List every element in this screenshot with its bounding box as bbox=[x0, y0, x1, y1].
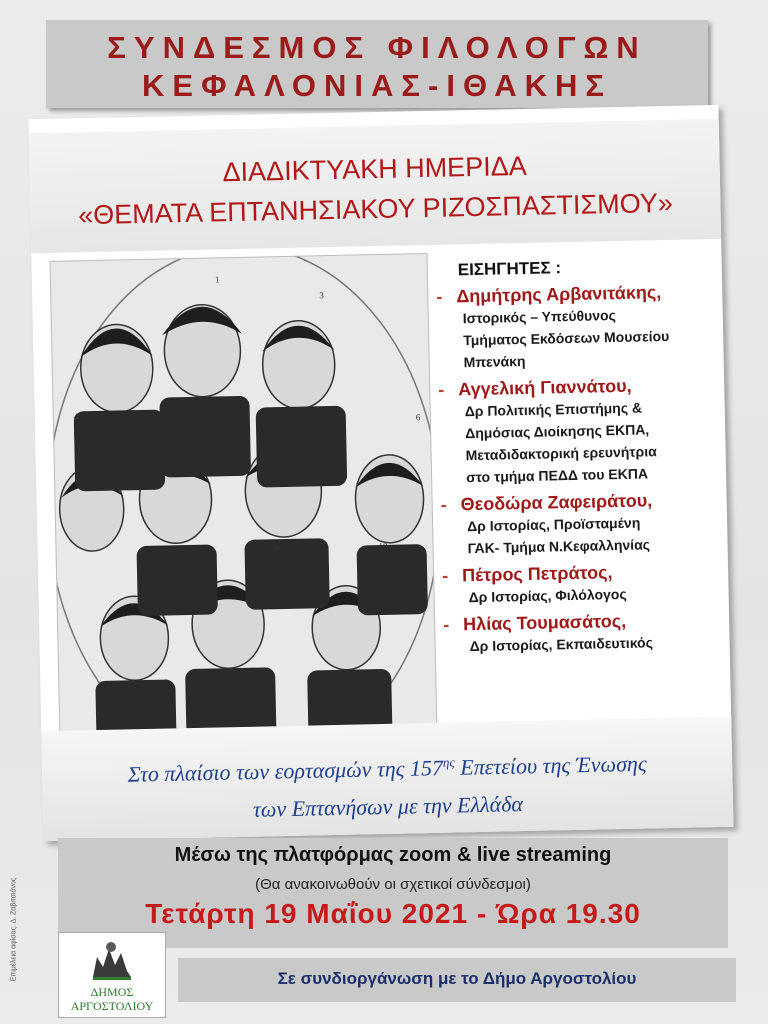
anniversary-prefix: Στο πλαίσιο των εορτασμών της 157 bbox=[127, 755, 444, 787]
speaker-description: Δρ Ιστορίας, Προϊσταμένη ΓΑΚ- Τμήμα Ν.Κεφαλληνίας bbox=[466, 514, 651, 557]
speaker-description: Δρ Ιστορίας, Φιλόλογος bbox=[468, 585, 627, 606]
speaker-name: - Θεοδώρα Ζαφειράτου, bbox=[440, 489, 730, 516]
portrait-number-9: 9 bbox=[274, 543, 280, 554]
speaker-description: Δρ Ιστορίας, Εκπαιδευτικός bbox=[469, 634, 654, 655]
municipality-emblem-icon bbox=[89, 937, 135, 983]
portrait-illustration bbox=[51, 254, 437, 750]
speaker-name: - Δημήτρης Αρβανιτάκης, bbox=[436, 281, 726, 308]
co-organizer-text: Σε συνδιοργάνωση με το Δήμο Αργοστολίου bbox=[277, 969, 637, 988]
speaker-entry bbox=[440, 489, 731, 560]
municipality-logo bbox=[58, 932, 166, 1018]
poster-credit bbox=[6, 860, 22, 1010]
poster-credit-text: Επιμέλεια αφίσας: Δ. Ζαβιτσιάνος bbox=[10, 877, 18, 982]
speaker-entry bbox=[443, 609, 734, 658]
header-org-line1: ΣΥΝΔΕΣΜΟΣ ΦΙΛΟΛΟΓΩΝ bbox=[107, 30, 647, 65]
header-banner bbox=[46, 20, 708, 108]
speaker-description: Δρ Πολιτικής Επιστήμης & Δημόσιας Διοίκησης ΕΚΠΑ, Μεταδιδακτορική ερευνήτρια στο τμήμα ΠΕΔΔ του ΕΚΠΑ bbox=[464, 399, 657, 486]
historical-group-portrait bbox=[49, 253, 437, 751]
title-band bbox=[29, 119, 721, 253]
ordinal-superscript: ης bbox=[442, 754, 455, 770]
co-organizer-box bbox=[178, 958, 736, 1002]
header-org-line2: ΚΕΦΑΛΟΝΙΑΣ-ΙΘΑΚΗΣ bbox=[142, 68, 612, 103]
speaker-name: - Πέτρος Πετράτος, bbox=[442, 560, 732, 587]
poster-card bbox=[29, 105, 734, 841]
event-date-time: Τετάρτη 19 Μαΐου 2021 - Ώρα 19.30 bbox=[145, 898, 641, 929]
anniversary-ribbon bbox=[41, 717, 733, 841]
portrait-number-3: 3 bbox=[319, 290, 324, 301]
portrait-number-4: 4 bbox=[73, 411, 79, 422]
links-note: (Θα ανακοινωθούν οι σχετικοί σύνδεσμοι) bbox=[255, 876, 531, 893]
platform-text: Μέσω της πλατφόρμας zoom & live streaming bbox=[174, 844, 612, 866]
anniversary-suffix: Επετείου της Ένωσης bbox=[454, 750, 647, 780]
speakers-list bbox=[436, 255, 734, 658]
speaker-name: - Ηλίας Τουμασάτος, bbox=[443, 609, 733, 636]
speaker-name: - Αγγελική Γιαννάτου, bbox=[438, 374, 728, 401]
speaker-entry bbox=[436, 281, 728, 374]
event-type-title: ΔΙΑΔΙΚΤΥΑΚΗ ΗΜΕΡΙΔΑ bbox=[222, 150, 527, 188]
portrait-number-10: 10 bbox=[378, 540, 388, 552]
logo-text-line2: ΑΡΓΟΣΤΟΛΙΟΥ bbox=[70, 999, 154, 1013]
portrait-number-1: 1 bbox=[214, 274, 220, 285]
logo-text-line1: ΔΗΜΟΣ bbox=[90, 985, 134, 999]
speaker-entry bbox=[442, 560, 733, 609]
speaker-entry bbox=[438, 374, 730, 489]
anniversary-line2: των Επτανήσων με την Ελλάδα bbox=[252, 791, 524, 822]
portrait-number-6: 6 bbox=[415, 412, 421, 423]
event-theme-title: «ΘΕΜΑΤΑ ΕΠΤΑΝΗΣΙΑΚΟΥ ΡΙΖΟΣΠΑΣΤΙΣΜΟΥ» bbox=[77, 187, 674, 231]
speaker-description: Ιστορικός – Υπεύθυνος Τμήματος Εκδόσεων Μουσείου Μπενάκη bbox=[462, 307, 670, 371]
speakers-heading: ΕΙΣΗΓΗΤΕΣ : bbox=[457, 258, 562, 280]
anniversary-line1 bbox=[42, 749, 732, 790]
